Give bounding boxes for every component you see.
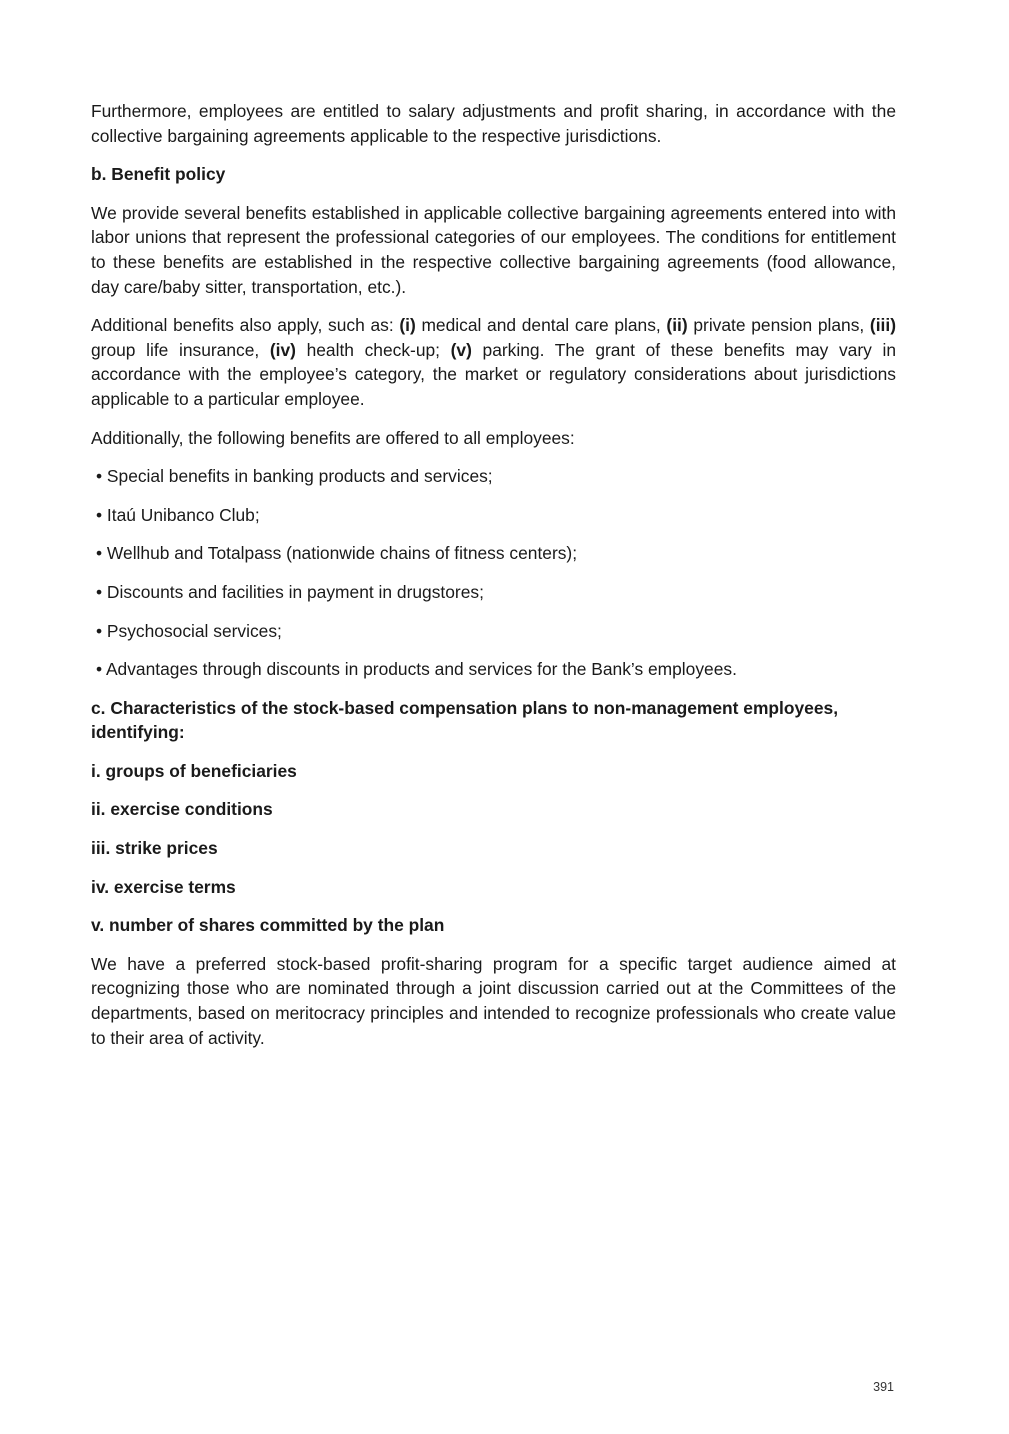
heading-benefit-policy: b. Benefit policy (91, 164, 226, 185)
heading-strike-prices: iii. strike prices (91, 838, 218, 859)
paragraph-salary-adjustments: Furthermore, employees are entitled to salary adjustments and profit sharing, in accordance with the collective bargaining agreements applicable to the respective jurisdictions. (91, 101, 896, 146)
list-item: • Advantages through discounts in products and services for the Bank’s employees. (96, 659, 737, 680)
paragraph-benefits-offered-intro: Additionally, the following benefits are offered to all employees: (91, 427, 575, 448)
heading-stock-based-compensation: c. Characteristics of the stock-based compensation plans to non-management employees, identifying: (91, 697, 839, 743)
heading-exercise-conditions: ii. exercise conditions (91, 799, 273, 820)
marker-iii: (iii) (869, 315, 896, 336)
paragraph-additional-benefits (91, 313, 896, 411)
additional-benefits-text-5: parking. The grant of these benefits may vary in accordance with the employee’s category, the market or regulatory considerations about jurisdictions applicable to a particular employee. (91, 339, 896, 409)
document-page (91, 99, 896, 1064)
heading-number-of-shares: v. number of shares committed by the plan (91, 915, 445, 936)
marker-v: (v) (450, 339, 472, 360)
heading-groups-of-beneficiaries: i. groups of beneficiaries (91, 760, 297, 781)
list-item: • Special benefits in banking products and services; (96, 466, 493, 487)
paragraph-collective-benefits: We provide several benefits established in applicable collective bargaining agreements entered into with labor unions that represent the professional categories of our employees. The conditions for entitlement to these benefits are established in the respective collective bargaining agreements (food allowance, day care/baby sitter, transportation, etc.). (91, 202, 896, 297)
additional-benefits-text-1: medical and dental care plans, (415, 315, 667, 336)
list-item: • Psychosocial services; (96, 620, 282, 641)
paragraph-profit-sharing-program: We have a preferred stock-based profit-sharing program for a specific target audience aimed at recognizing those who are nominated through a joint discussion carried out at the Committees of the departments, based on meritocracy principles and intended to recognize professionals who create value to their area of activity. (91, 953, 896, 1048)
heading-exercise-terms: iv. exercise terms (91, 876, 236, 897)
list-item: • Discounts and facilities in payment in drugstores; (96, 581, 484, 602)
benefits-list (91, 464, 896, 682)
additional-benefits-text-4: health check-up; (295, 339, 451, 360)
list-item: • Wellhub and Totalpass (nationwide chains of fitness centers); (96, 543, 578, 564)
marker-iv: (iv) (269, 339, 296, 360)
list-item: • Itaú Unibanco Club; (96, 504, 260, 525)
marker-ii: (ii) (666, 315, 688, 336)
additional-benefits-text-2: private pension plans, (687, 315, 870, 336)
marker-i: (i) (399, 315, 416, 336)
additional-benefits-intro: Additional benefits also apply, such as: (91, 315, 400, 336)
page-number: 391 (873, 1380, 894, 1394)
additional-benefits-text-3: group life insurance, (91, 339, 270, 360)
